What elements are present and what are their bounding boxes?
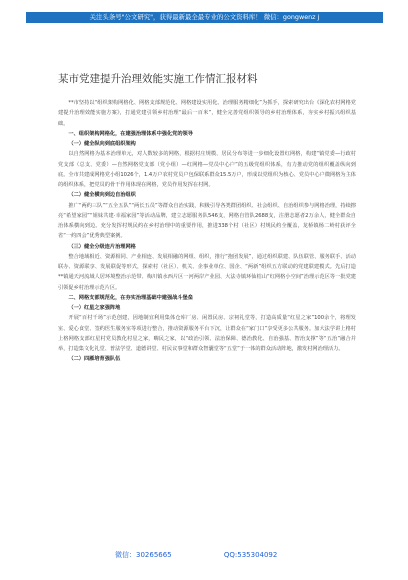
- wechat-contact: 微信：30265665: [115, 551, 172, 559]
- paragraph: **市坚持以“组织架构网格化、网格支部规范化、网格建设实用化、治理服务精细化”为抓手，探索研究出台《深化农村网格党建提升治理效能实施方案》，打通党建引领乡村治理“最后一百米”，健全完善党组织领导的乡村治理体系，夯实乡村振兴组织基础。: [58, 100, 356, 127]
- paragraph: 推广“两约三队”“五全五队”“两长五员”等群众自治实践，积极引导各类群团组织、社会组织、自治组织参与网格治理，持续擦亮“希望家园”“姐妹共建·幸福家园”等活动品牌，建立志愿服务队546支，网格自管队2688支，注册志愿者2万余人，健全群众自治体系横向到边。充分发挥村规民约在乡村治理中的重要作用，推进338个村（社区）村规民约全覆盖，龙桥镇杨二岭村获评全省“一约四会”优秀典型案例。: [58, 202, 356, 240]
- qq-contact: QQ:535304092: [223, 551, 278, 559]
- subsection-heading: （二）健全横向到边自治组织: [68, 192, 136, 199]
- paragraph: 以自然网格为基本治理单元，对人数较多的网格，根据村庄规模、居民分布等进一步细化设置红网格，构建“镇党委—行政村党支部（总支、党委）—自然网格党支部（党小组）—红网格—党员中心户”的五级党组织体系，有力推动党的组织覆盖纵向到底。全市共建成网格党小组1026个，1.4万户农村党员户包保联系群众15.5万户，形成以党组织为核心、党员中心户微网格为主体的组织体系，把党员的骨干作用体现在网格，党员作用发挥在村网。: [58, 151, 356, 188]
- subsection-heading: （一）红星之家强阵地: [68, 305, 121, 311]
- subsection-heading: （二）四雁培育强队伍: [68, 356, 121, 363]
- paragraph: 开展“百村千场”示范创建，因地制宜利用集体仓库厂房、闲置民房、宗祠礼堂等，打造高质量“红星之家”100余个，将理发室、爱心食堂、签约医生服务室等项进行整合，推动资源服务平台下沉，让群众在“家门口”享受更多公共服务。加大法学讲上格村上格网格支部红星村党员教化村星之家，嗨民之家，以“政治引领、法治保障、德治教化、自治强基、智治支撑”等“五治”融合并举，打造集文化礼堂、普法学堂、道德讲堂、村民议事堂和群众智囊堂等“五堂”于一体的群众活动阵地，激发村网治理活力。: [58, 315, 356, 352]
- promo-banner: 关注头条号"公文研究"，获得最新最全最专业的公文资料库！ 微信：gongwenz j: [26, 12, 383, 23]
- document-title: 某市党建提升治理效能实施工作情汇报材料: [58, 73, 258, 85]
- contact-footer: [115, 550, 375, 560]
- section-heading: 一、组织架构网格化，在建强治理体系中强化党的领导: [68, 130, 193, 137]
- document-body: [58, 98, 356, 365]
- subsection-heading: （三）健全分级连片治理网格: [68, 243, 136, 250]
- paragraph: 整合地域相近、资源相同、产业相连、发展相融的网组、组织，推行“抱团发展”，通过组织联建、队伍联管、服务联手、活动联办、资源联享、发展联促等形式，探索村（社区）、机关、企事业单位、国企、“两新”组织五方联动的党建联建模式。先后打造**镇通天河流域人居环境整治示范带、梅川镇水西片区一河两岸产业园、大法寺镇环仙桔山“红网格小空间”治理示范区等一批党建引领促乡村治理示范片区。: [58, 253, 356, 291]
- subsection-heading: （一）健全纵向到底组织架构: [68, 141, 136, 147]
- section-heading: 二、网格支部规范化，在夯实治理基础中建强战斗堡垒: [68, 294, 193, 301]
